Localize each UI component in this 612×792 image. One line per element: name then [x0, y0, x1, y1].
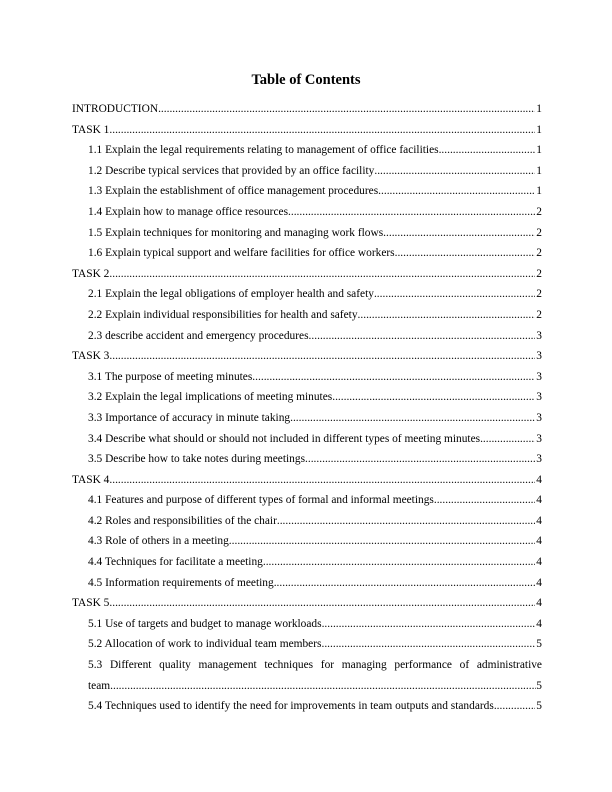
toc-page-number: 5 — [536, 679, 542, 692]
toc-entry-label: 5.2 Allocation of work to individual team members — [88, 638, 322, 651]
toc-page-number: 1 — [536, 123, 542, 136]
dot-leader — [480, 429, 535, 450]
dot-leader — [110, 676, 536, 697]
toc-entry[interactable] — [72, 140, 542, 161]
dot-leader — [109, 120, 535, 141]
toc-entry-word: Different — [109, 659, 152, 672]
toc-entry-label: 1.4 Explain how to manage office resources — [88, 205, 289, 218]
toc-entry-label: TASK 2 — [72, 267, 110, 280]
toc-entry-label: 4.2 Roles and responsibilities of the chair — [88, 514, 277, 527]
toc-page-number: 2 — [536, 205, 542, 218]
toc-entry-label: 4.3 Role of others in a meeting — [88, 535, 229, 548]
toc-entry-label: 3.1 The purpose of meeting minutes — [88, 370, 253, 383]
toc-entry[interactable] — [72, 120, 542, 141]
toc-entry-word: of — [459, 659, 470, 672]
toc-page-number: 4 — [536, 597, 542, 610]
toc-entry-label: 3.4 Describe what should or should not included in different types of meeting minutes — [88, 432, 481, 445]
toc-entry[interactable] — [72, 326, 542, 347]
dot-leader — [321, 634, 535, 655]
dot-leader — [322, 614, 536, 635]
dot-leader — [229, 531, 536, 552]
dot-leader — [305, 449, 535, 470]
toc-entry[interactable] — [72, 449, 542, 470]
toc-entry[interactable] — [72, 511, 542, 532]
toc-entry-word: for — [320, 659, 335, 672]
dot-leader — [383, 223, 535, 244]
toc-page-number: 1 — [536, 164, 542, 177]
toc-page-number: 4 — [536, 473, 542, 486]
toc-entry-word: performance — [394, 659, 452, 672]
toc-page-number: 2 — [536, 247, 542, 260]
toc-entry-label: TASK 4 — [72, 473, 110, 486]
toc-entry-label: 2.1 Explain the legal obligations of employer health and safety — [88, 288, 374, 301]
toc-title: Table of Contents — [251, 72, 361, 88]
toc-entry[interactable] — [72, 346, 542, 367]
dot-leader — [309, 326, 536, 347]
toc-entry[interactable] — [72, 490, 542, 511]
toc-entry-word: quality — [159, 659, 191, 672]
toc-entry[interactable] — [72, 202, 542, 223]
toc-entry[interactable] — [72, 593, 542, 614]
toc-entry-label — [88, 655, 542, 676]
dot-leader — [274, 573, 536, 594]
toc-entry[interactable] — [72, 387, 542, 408]
toc-page-number: 4 — [536, 514, 542, 527]
dot-leader — [395, 243, 536, 264]
dot-leader — [263, 552, 535, 573]
dot-leader — [277, 511, 535, 532]
toc-page-number: 4 — [536, 494, 542, 507]
toc-entry-label: 2.2 Explain individual responsibilities for health and safety — [88, 308, 358, 321]
dot-leader — [109, 470, 535, 491]
toc-page-number: 3 — [536, 391, 542, 404]
toc-entry[interactable] — [72, 264, 542, 285]
toc-entry[interactable] — [72, 99, 542, 120]
toc-entry-label: 1.3 Explain the establishment of office management procedures — [88, 185, 379, 198]
dot-leader — [158, 99, 535, 120]
toc-entry-label: 3.5 Describe how to take notes during meetings — [88, 453, 306, 466]
toc-page-number: 4 — [536, 556, 542, 569]
table-of-contents — [72, 99, 542, 717]
toc-entry-word: administrative — [476, 659, 542, 672]
toc-entry[interactable] — [72, 181, 542, 202]
toc-page-number: 1 — [536, 103, 542, 115]
dot-leader — [288, 202, 535, 223]
toc-entry-label: 5.4 Techniques used to identify the need for improvements in team outputs and standards — [88, 700, 494, 713]
toc-entry[interactable] — [72, 470, 542, 491]
dot-leader — [290, 408, 535, 429]
toc-entry-label: 4.4 Techniques for facilitate a meeting — [88, 556, 263, 569]
toc-page-number: 2 — [536, 226, 542, 239]
dot-leader — [378, 181, 535, 202]
toc-page-number: 4 — [536, 617, 542, 630]
toc-entry[interactable] — [72, 634, 542, 655]
toc-entry-label: TASK 1 — [72, 123, 110, 136]
toc-entry[interactable] — [72, 552, 542, 573]
toc-page-number: 4 — [536, 535, 542, 548]
toc-entry-label: 1.2 Describe typical services that provided by an office facility — [88, 164, 375, 177]
dot-leader — [494, 696, 535, 717]
toc-entry[interactable] — [72, 223, 542, 244]
dot-leader — [434, 490, 535, 511]
dot-leader — [374, 284, 535, 305]
toc-page-number: 3 — [536, 329, 542, 342]
toc-entry-label: 4.1 Features and purpose of different types of formal and informal meetings — [88, 494, 434, 507]
toc-entry-word: techniques — [264, 659, 314, 672]
toc-entry[interactable] — [72, 408, 542, 429]
dot-leader — [109, 593, 535, 614]
toc-entry-word: management — [198, 659, 257, 672]
toc-page-number: 5 — [536, 700, 542, 713]
toc-entry-label: TASK 3 — [72, 350, 110, 363]
dot-leader — [439, 140, 536, 161]
toc-entry-label: 2.3 describe accident and emergency procedures — [88, 329, 309, 342]
toc-page-number: 2 — [536, 288, 542, 301]
toc-page-number: 3 — [536, 370, 542, 383]
toc-page-number: 2 — [536, 308, 542, 321]
toc-entry-label: 4.5 Information requirements of meeting — [88, 576, 274, 589]
toc-page-number: 1 — [536, 144, 542, 157]
toc-page-number: 3 — [536, 432, 542, 445]
toc-entry[interactable] — [72, 696, 542, 717]
dot-leader — [358, 305, 536, 326]
toc-entry-word: managing — [341, 659, 387, 672]
toc-entry-label: 1.6 Explain typical support and welfare facilities for office workers — [88, 247, 395, 260]
toc-entry-label: 3.2 Explain the legal implications of meeting minutes — [88, 391, 333, 404]
toc-entry[interactable] — [72, 161, 542, 182]
dot-leader — [109, 346, 535, 367]
dot-leader — [109, 264, 535, 285]
toc-page-number: 3 — [536, 350, 542, 363]
toc-entry-label: 1.1 Explain the legal requirements relating to management of office facilities — [88, 144, 439, 157]
dot-leader — [252, 367, 535, 388]
toc-entry[interactable] — [72, 531, 542, 552]
dot-leader — [332, 387, 535, 408]
toc-entry[interactable] — [72, 614, 542, 635]
dot-leader — [374, 161, 535, 182]
toc-page-number: 5 — [536, 638, 542, 651]
toc-entry[interactable] — [72, 429, 542, 450]
toc-entry[interactable] — [72, 573, 542, 594]
toc-page-number: 4 — [536, 576, 542, 589]
toc-entry[interactable] — [72, 655, 542, 696]
toc-entry-label: 5.1 Use of targets and budget to manage workloads — [88, 617, 322, 630]
toc-entry[interactable] — [72, 243, 542, 264]
toc-entry-word: 5.3 — [88, 659, 103, 672]
toc-entry-label: 3.3 Importance of accuracy in minute taking — [88, 411, 291, 424]
toc-page-number: 1 — [536, 185, 542, 198]
toc-entry[interactable] — [72, 367, 542, 388]
toc-entry-label: TASK 5 — [72, 597, 110, 610]
toc-page-number: 3 — [536, 411, 542, 424]
toc-entry-label: 1.5 Explain techniques for monitoring and managing work flows — [88, 226, 384, 239]
toc-entry-label-continued: team — [88, 679, 111, 692]
toc-entry-label: INTRODUCTION — [72, 103, 159, 115]
toc-entry[interactable] — [72, 305, 542, 326]
toc-page-number: 2 — [536, 267, 542, 280]
toc-page-number: 3 — [536, 453, 542, 466]
toc-entry[interactable] — [72, 284, 542, 305]
